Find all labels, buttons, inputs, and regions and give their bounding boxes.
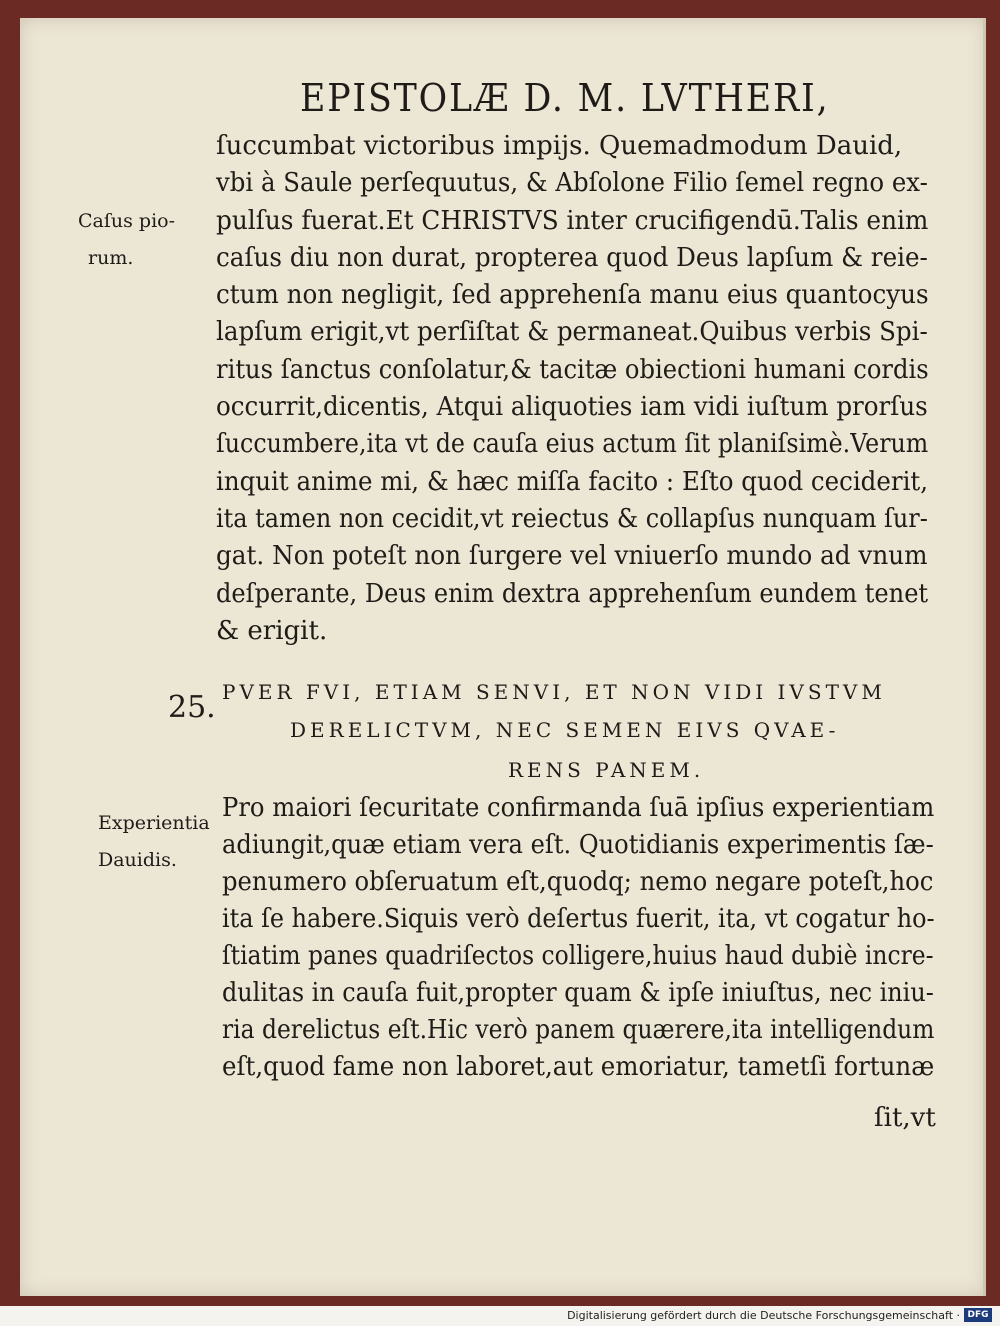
paragraph-2 <box>222 790 1000 1086</box>
text-line: pulſus fuerat.Et CHRISTVS inter crucifigendū.Talis enim <box>216 205 929 236</box>
text-line: penumero obſeruatum eſt,quodq; nemo negare poteſt,hoc <box>222 867 934 897</box>
text-line: ita ſe habere.Siquis verò deſertus fuerit, ita, vt cogatur ho- <box>222 904 935 934</box>
marginal-line: Experientia <box>98 812 210 834</box>
running-head: EPISTOLÆ D. M. LVTHERI, <box>300 76 830 120</box>
text-line: dulitas in cauſa fuit,propter quam & ipſe iniuſtus, nec iniu- <box>222 978 934 1008</box>
text-line: adiungit,quæ etiam vera eſt. Quotidianis experimentis ſæ- <box>222 830 934 860</box>
text-line: Pro maiori ſecuritate confirmanda ſuā ipſius experientiam <box>222 793 935 823</box>
paragraph-1 <box>216 128 997 650</box>
marginal-line: Caſus pio- <box>78 210 176 232</box>
text-line: occurrit,dicentis, Atqui aliquoties iam vidi iuſtum prorſus <box>216 392 928 423</box>
text-line: ſtiatim panes quadriſectos colligere,huius haud dubiè incre- <box>222 941 934 971</box>
text-line: ria derelictus eſt.Hic verò panem quærere,ita intelligendum <box>222 1015 935 1045</box>
marginal-line: Dauidis. <box>98 849 177 871</box>
text-line: eſt,quod fame non laboret,aut emoriatur, tametſi fortunæ <box>222 1052 935 1082</box>
text-line: ſuccumbere,ita vt de cauſa eius actum ſit planiſsimè.Verum <box>216 429 929 460</box>
footer-credit: Digitalisierung gefördert durch die Deutsche Forschungsgemeinschaft · <box>567 1309 960 1322</box>
marginal-line: rum. <box>88 247 134 269</box>
text-line: inquit anime mi, & hæc miſſa facito : Eſto quod ceciderit, <box>216 466 929 497</box>
catchword: ſit,vt <box>874 1103 936 1133</box>
verse-line: PVER FVI, ETIAM SENVI, ET NON VIDI IVSTVM <box>222 680 886 704</box>
marginal-note-2 <box>98 805 210 879</box>
text-line: lapſum erigit,vt perſiſtat & permaneat.Quibus verbis Spi- <box>216 317 928 348</box>
text-line: ſuccumbat victoribus impijs. Quemadmodum Dauid, <box>216 131 903 161</box>
footer-bar <box>0 1306 1000 1326</box>
verse-line: RENS PANEM. <box>508 758 705 782</box>
text-line: ritus ſanctus conſolatur,& tacitæ obiectioni humani cordis <box>216 354 929 385</box>
text-line: vbi à Saule perſequutus, & Abſolone Filio ſemel regno ex- <box>216 168 928 199</box>
marginal-note-1 <box>78 203 175 277</box>
text-line: ita tamen non cecidit,vt reiectus & collapſus nunquam ſur- <box>216 503 928 534</box>
text-line: caſus diu non durat, propterea quod Deus lapſum & reie- <box>216 242 928 273</box>
text-line: & erigit. <box>216 615 328 646</box>
dfg-logo: DFG <box>964 1308 992 1322</box>
text-line: deſperante, Deus enim dextra apprehenſum eundem tenet <box>216 578 929 609</box>
verse-line: DERELICTVM, NEC SEMEN EIVS QVAE- <box>290 718 840 742</box>
verse-number: 25. <box>168 690 216 725</box>
text-line: ctum non negligit, ſed apprehenſa manu eius quantocyus <box>216 280 929 311</box>
text-line: gat. Non poteſt non ſurgere vel vniuerſo mundo ad vnum <box>216 541 928 572</box>
